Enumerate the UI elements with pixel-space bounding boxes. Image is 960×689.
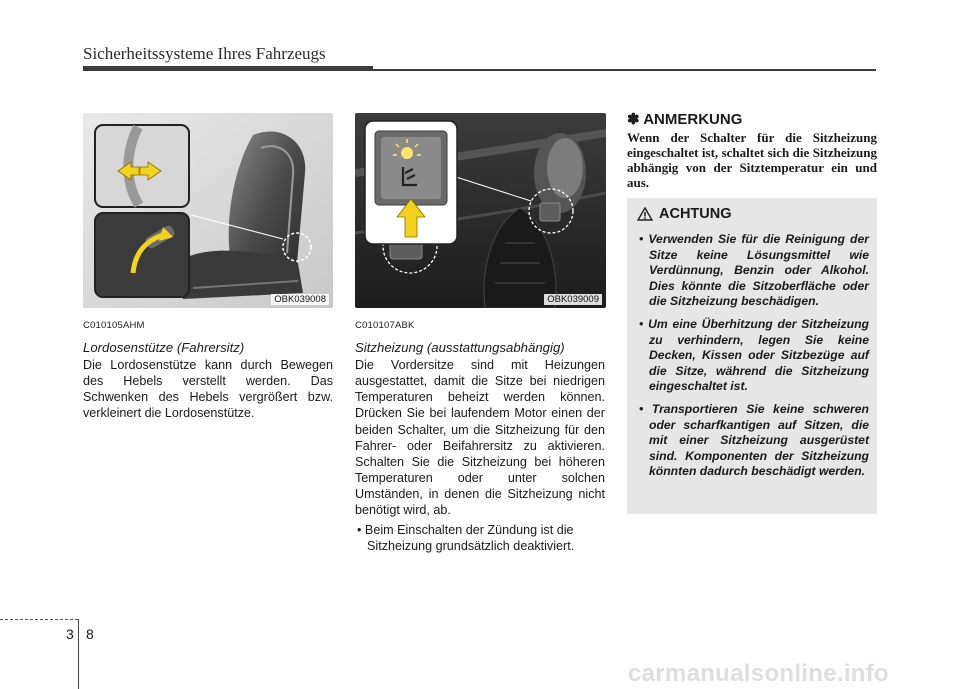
warning-triangle-icon [637, 207, 653, 221]
note-text: Wenn der Schalter für die Sitzheizung eingeschaltet ist, schaltet sich die Sitzheizung abhängig von der Sitztemperatur ein und aus. [627, 130, 877, 190]
warning-item: • Verwenden Sie für die Reinigung der Sitze keine Lösungsmittel wie Verdünnung, Benzin oder Alkohol. Dies könnte die Sitzoberfläche oder die Sitzheizung beschädigen. [639, 232, 870, 309]
warning-item: • Transportieren Sie keine schweren oder scharfkantigen auf Sitzen, die mit einer Sitzheizung ausgerüstet sind. Komponenten der Sitzheizung könnten dadurch beschädigt werden. [639, 401, 870, 479]
section-code: C010107ABK [355, 320, 415, 331]
section-title: Sitzheizung (ausstattungsabhängig) [355, 340, 565, 356]
watermark: carmanualsonline.info [628, 660, 890, 687]
section-title: Lordosenstütze (Fahrersitz) [83, 340, 245, 356]
note-title: ANMERKUNG [643, 111, 743, 128]
lumbar-support-photo [83, 113, 333, 308]
bullet-item: • Beim Einschalten der Zündung ist die Sitzheizung grundsätzlich deaktiviert. [357, 523, 575, 554]
warning-item-text: Transportieren Sie keine schweren oder scharfkantigen auf Sitzen, die mit einer Sitzheizung ausgerüstet sind. Komponenten der Sitzheizung könnten dadurch beschädigt werden. [649, 401, 870, 479]
warning-heading [637, 206, 732, 222]
footer-divider [78, 619, 79, 689]
note-symbol-icon: ✽ [627, 111, 640, 128]
seat-heating-photo [355, 113, 606, 308]
note-heading [627, 110, 742, 128]
section-text: Die Lordosenstütze kann durch Bewegen des Hebels verstellt werden. Das Schwenken des Hebels vergrößert bzw. verkleinert die Lordosenstütze. [83, 358, 333, 421]
section-text: Die Vordersitze sind mit Heizungen ausgestattet, damit die Sitze bei niedrigen Temperaturen beheizt werden können. Drücken Sie bei laufendem Motor einen der beiden Schalter, um die Sitzheizung für den Fahrer- oder Beifahrersitz zu aktivieren. Schalten Sie die Sitzheizung bei höheren Temperaturen oder unter solchen Umständen, in denen die Sitzheizung nicht benötigt wird, ab. [355, 358, 605, 518]
header-bar [83, 66, 373, 71]
header-rule [373, 69, 876, 71]
footer-rule [0, 619, 78, 620]
warning-box [627, 198, 877, 514]
heating-section [355, 318, 605, 554]
figure-code: OBK039008 [271, 294, 329, 305]
bullet-text: Beim Einschalten der Zündung ist die Sitzheizung grundsätzlich deaktiviert. [364, 523, 575, 554]
warning-title: ACHTUNG [659, 206, 732, 222]
page-header-title: Sicherheitssysteme Ihres Fahrzeugs [83, 44, 326, 63]
warning-item: • Um eine Überhitzung der Sitzheizung zu verhindern, legen Sie keine Decken, Kissen oder Sitzbezüge auf die Sitze, während die Sitzheizung eingeschaltet ist. [639, 316, 869, 394]
section-code: C010105AHM [83, 320, 145, 331]
page-number: 8 [86, 626, 94, 642]
warning-item-text: Um eine Überhitzung der Sitzheizung zu verhindern, legen Sie keine Decken, Kissen oder Sitzbezüge auf die Sitze, während die Sitzheizung eingeschaltet ist. [648, 316, 869, 394]
warning-list [635, 232, 869, 487]
figure-code: OBK039009 [544, 294, 602, 305]
page-chapter: 3 [66, 626, 74, 642]
warning-item-text: Verwenden Sie für die Reinigung der Sitze keine Lösungsmittel wie Verdünnung, Benzin oder Alkohol. Dies könnte die Sitzoberfläche oder die Sitzheizung beschädigen. [648, 232, 870, 309]
lumbar-section [83, 318, 333, 422]
